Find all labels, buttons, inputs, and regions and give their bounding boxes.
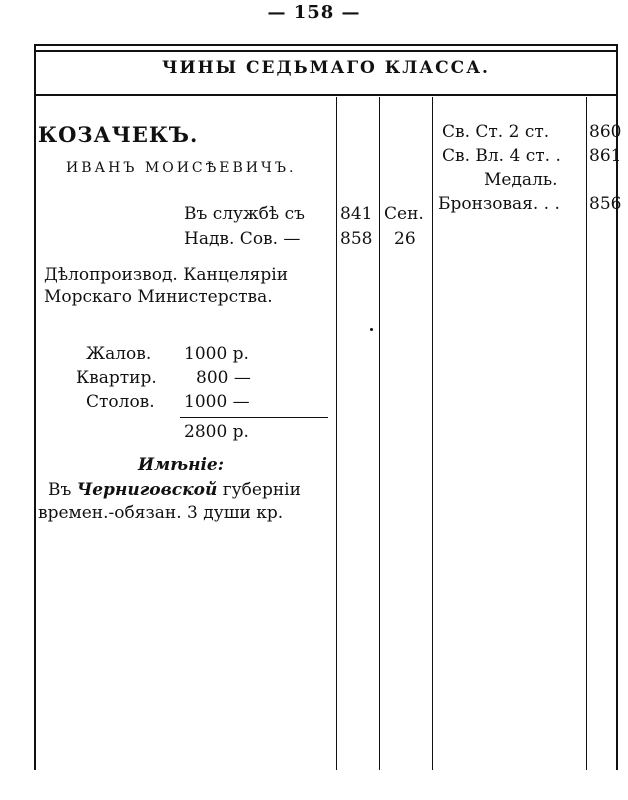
service-since-label: Въ службѣ съ bbox=[184, 204, 305, 224]
column-divider-4 bbox=[586, 97, 587, 770]
column-divider-2 bbox=[379, 97, 380, 770]
service-since-year: 841 bbox=[340, 204, 373, 224]
section-title: ЧИНЫ СЕДЬМАГО КЛАССА. bbox=[162, 58, 490, 78]
salary-sum-rule bbox=[180, 417, 328, 418]
salary-row-label: Квартир. bbox=[76, 368, 157, 388]
service-since-month: Сен. bbox=[384, 204, 424, 224]
position-line-2: Морскаго Министерства. bbox=[44, 287, 273, 307]
salary-row-amount: 1000 р. bbox=[184, 344, 249, 364]
award-name: Св. Ст. 2 ст. bbox=[442, 122, 550, 142]
header-top-rule bbox=[34, 50, 618, 52]
award-name: Св. Вл. 4 ст. . bbox=[442, 146, 561, 166]
rank-day: 26 bbox=[394, 229, 416, 249]
salary-total: 2800 р. bbox=[184, 422, 249, 442]
award-name: Медаль. bbox=[484, 170, 558, 190]
award-year: 856 bbox=[589, 194, 622, 214]
column-divider-1 bbox=[336, 97, 337, 770]
person-surname: КОЗАЧЕКЪ. bbox=[38, 122, 199, 147]
print-speck bbox=[370, 328, 373, 331]
estate-suffix: губерніи bbox=[222, 480, 301, 500]
salary-row-amount: 1000 — bbox=[184, 392, 250, 412]
estate-line-2: времен.-обязан. 3 души кр. bbox=[38, 503, 284, 523]
award-name: Бронзовая. . . bbox=[438, 194, 560, 214]
rank-year: 858 bbox=[340, 229, 373, 249]
column-divider-3 bbox=[432, 97, 433, 770]
position-line-1: Дѣлопроизвод. Канцеляріи bbox=[44, 265, 289, 285]
person-given-name: ИВАНЪ МОИСѢЕВИЧЪ. bbox=[66, 160, 297, 176]
estate-heading: Имѣніе: bbox=[138, 455, 225, 475]
salary-row-label: Жалов. bbox=[86, 344, 152, 364]
salary-row-amount: 800 — bbox=[196, 368, 251, 388]
header-bottom-rule bbox=[34, 94, 618, 96]
rank-label: Надв. Сов. — bbox=[184, 229, 301, 249]
salary-row-label: Столов. bbox=[86, 392, 155, 412]
award-year: 861 bbox=[589, 146, 622, 166]
estate-place: Черниговской bbox=[76, 480, 218, 500]
estate-line-1 bbox=[48, 480, 301, 500]
page-number: — 158 — bbox=[267, 2, 361, 23]
award-year: 860 bbox=[589, 122, 622, 142]
estate-prefix: Въ bbox=[48, 480, 72, 500]
